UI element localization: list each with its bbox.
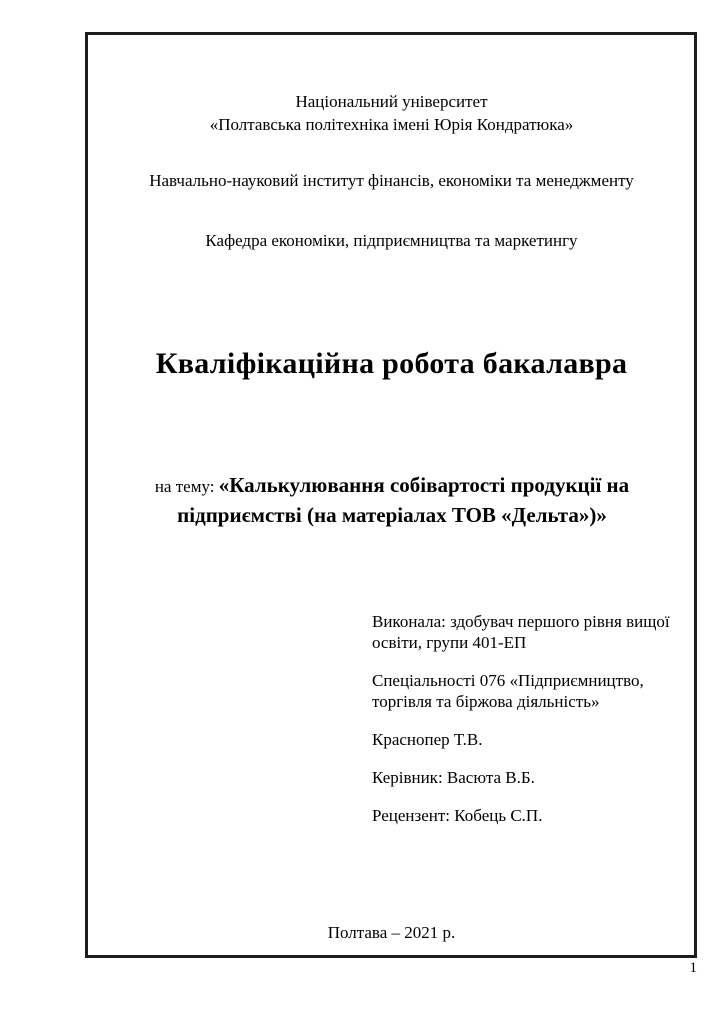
executor-line: Виконала: здобувач першого рівня вищої освіти, групи 401-ЕП (372, 612, 670, 652)
topic-text: «Калькулювання собівартості продукції на підприємстві (на матеріалах ТОВ «Дельта»)» (177, 473, 630, 527)
university-line-1: Національний університет (295, 92, 488, 111)
author-details-block (372, 611, 694, 843)
university-line-2: «Полтавська політехніка імені Юрія Кондратюка» (209, 115, 574, 134)
city-year-footer: Полтава – 2021 р. (327, 923, 456, 942)
specialty-line: Спеціальності 076 «Підприємництво, торгівля та біржова діяльність» (372, 671, 644, 711)
thesis-topic (132, 471, 652, 529)
reviewer-line: Рецензент: Кобець С.П. (372, 806, 543, 825)
author-name: Краснопер Т.В. (372, 730, 483, 749)
department-name: Кафедра економіки, підприємництва та маркетингу (205, 231, 578, 250)
topic-prefix: на тему: (154, 477, 219, 496)
work-type-title: Кваліфікаційна робота бакалавра (155, 347, 628, 380)
institute-name: Навчально-науковий інститут фінансів, економіки та менеджменту (149, 171, 634, 190)
page-number: 1 (689, 960, 697, 976)
supervisor-line: Керівник: Васюта В.Б. (372, 768, 535, 787)
university-name (86, 90, 697, 136)
